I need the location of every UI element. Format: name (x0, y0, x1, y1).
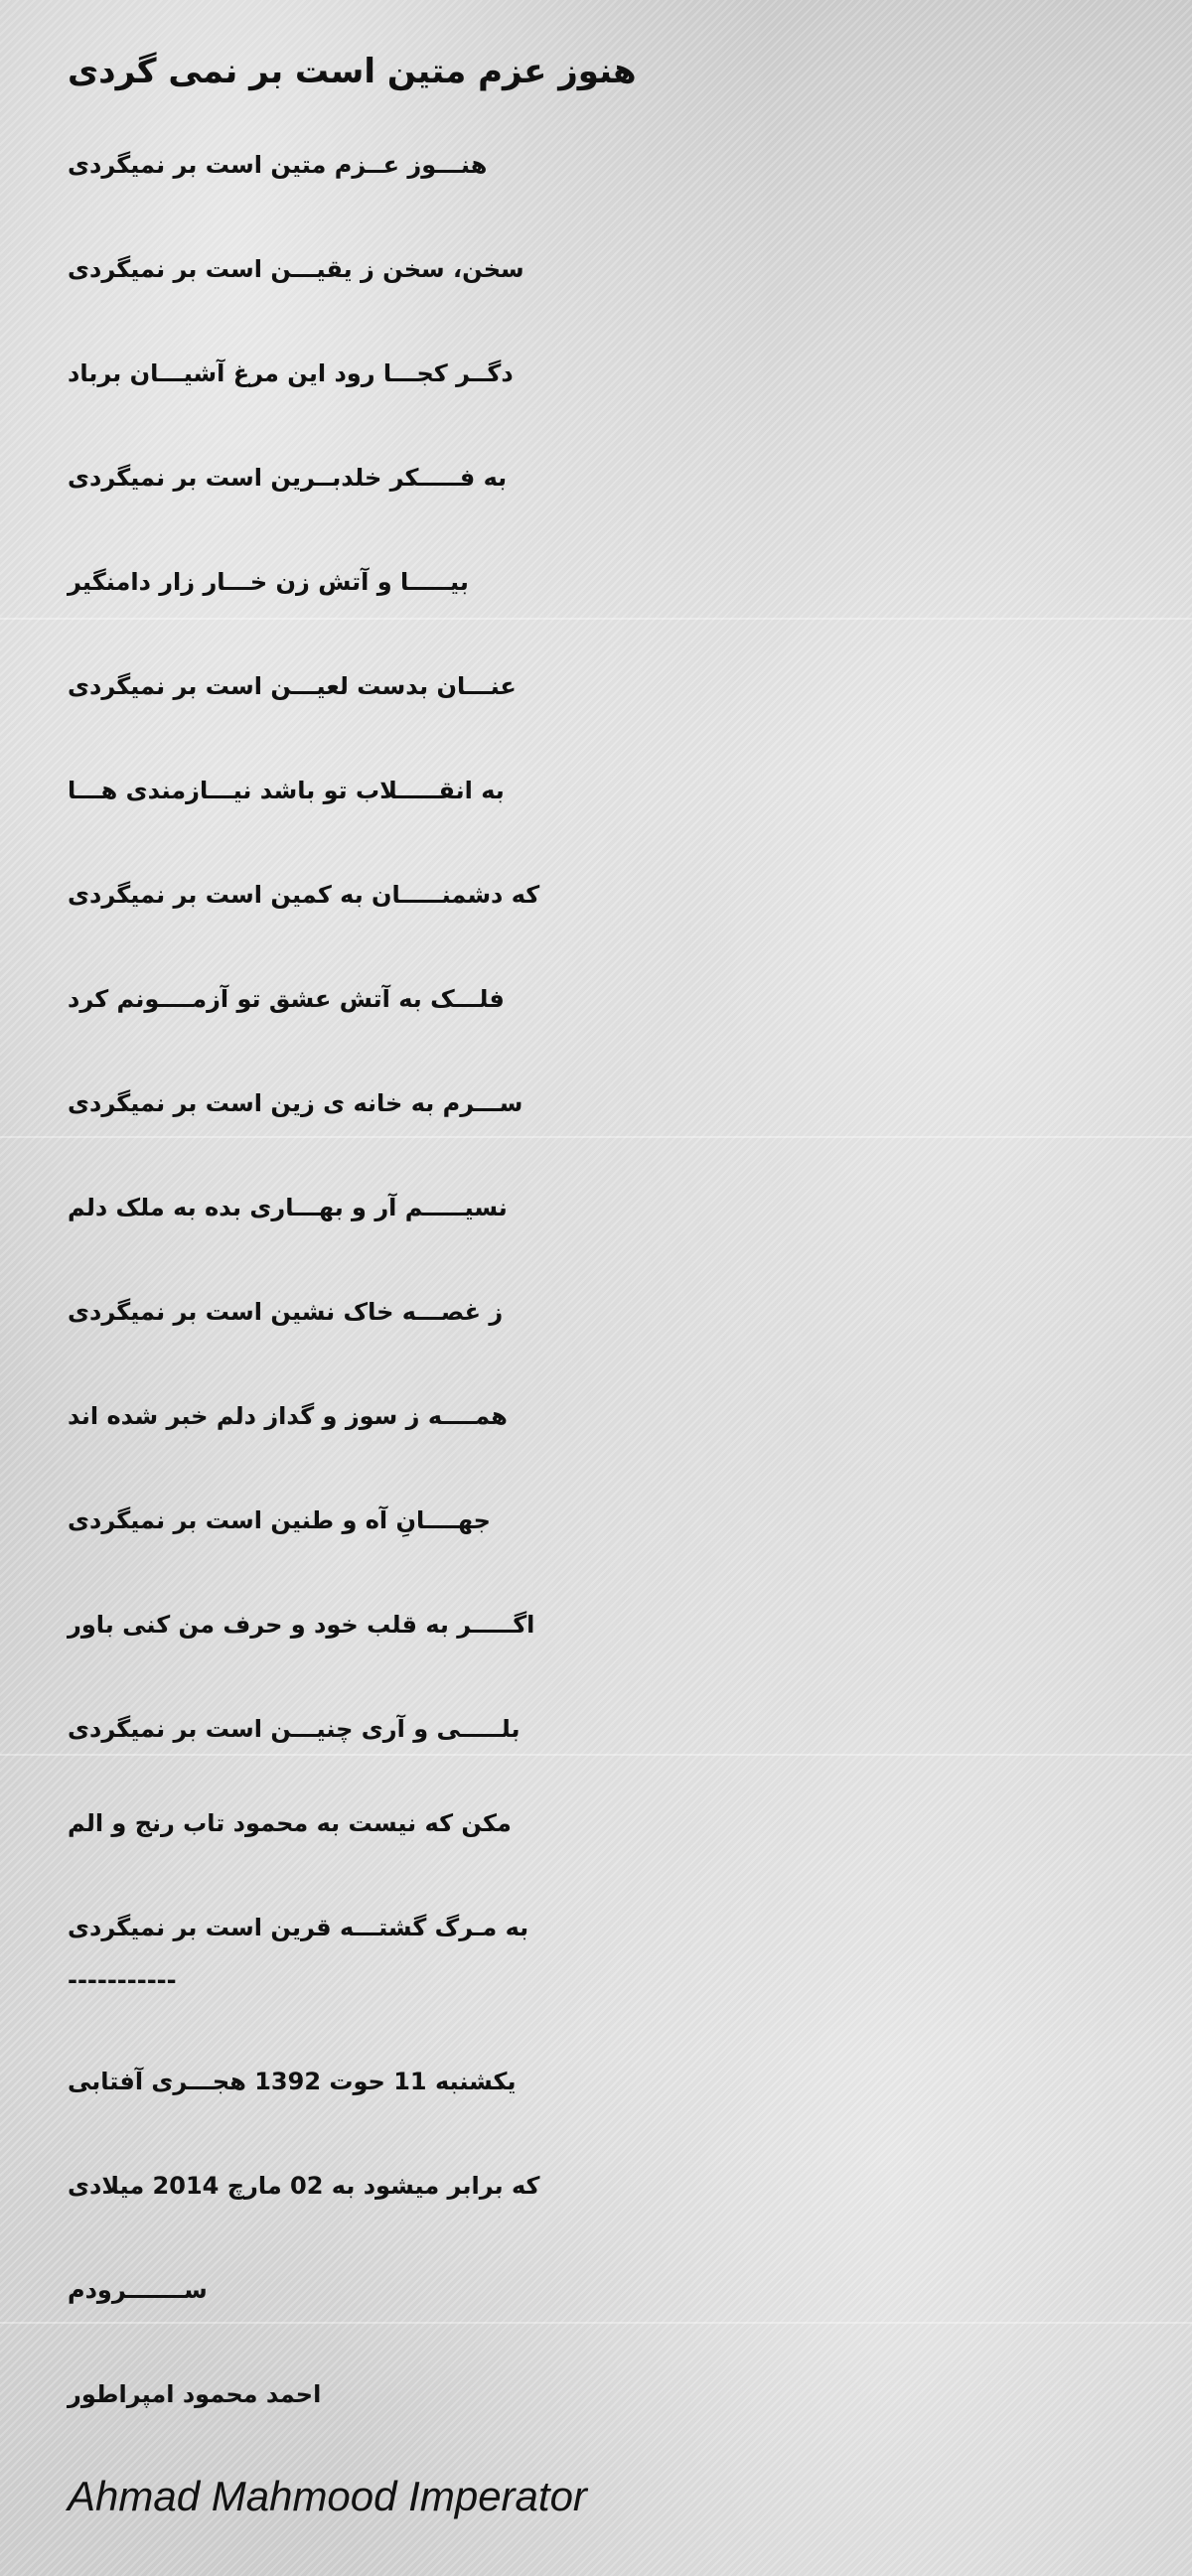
poem-line: دگــر کجـــا رود این مرغ آشیـــان برباد (68, 359, 514, 387)
poem-line: همــــه ز سوز و گداز دلم خبر شده اند (68, 1402, 508, 1430)
poem-line: اگـــــر به قلب خود و حرف من کنی باور (68, 1611, 535, 1639)
poem-line: به فـــــکر خلدبــرین است بر نمیگردی (68, 464, 508, 492)
poem-title: هنوز عزم متین است بر نمی گردی (68, 52, 637, 91)
background-band-edge (0, 618, 1192, 620)
background-band-edge (0, 1136, 1192, 1138)
poem-line: به مـرگ گشتـــه قرین است بر نمیگردی (68, 1914, 529, 1941)
background-band-edge (0, 2322, 1192, 2324)
poem-line: نسیـــــم آر و بهـــاری بده به ملک دلم (68, 1194, 508, 1221)
date-line-hijri: یکشنبه 11 حوت 1392 هجـــری آفتابی (68, 2068, 517, 2095)
poem-line: هنـــوز عــزم متین است بر نمیگردی (68, 151, 488, 179)
background-band-edge (0, 1754, 1192, 1756)
poem-line: عنـــان بدست لعیـــن است بر نمیگردی (68, 672, 517, 700)
date-line-gregorian: که برابر میشود به 02 مارچ 2014 میلادی (68, 2172, 540, 2200)
poem-line: سخن، سخن ز یقیـــن است بر نمیگردی (68, 255, 524, 283)
poem-line: ز غصـــه خاک نشین است بر نمیگردی (68, 1298, 504, 1326)
poem-line: جهــــانِ آه و طنین است بر نمیگردی (68, 1506, 491, 1534)
poem-line: بلـــــی و آری چنیـــن است بر نمیگردی (68, 1715, 521, 1743)
poem-line: ســـرم به خانه ی زین است بر نمیگردی (68, 1089, 523, 1117)
poem-line: فلـــک به آتش عشق تو آزمــــونم کرد (68, 985, 505, 1013)
poem-line: بیـــــا و آتش زن خـــار زار دامنگیر (68, 568, 469, 596)
author-signature: Ahmad Mahmood Imperator (68, 2473, 587, 2519)
separator-line: ----------- (68, 1966, 177, 1994)
poem-line: به انقـــــلاب تو باشد نیـــازمندی هـــا (68, 777, 505, 804)
poem-line: که دشمنـــــان به کمین است بر نمیگردی (68, 881, 540, 909)
composed-label: ســـــــرودم (68, 2276, 208, 2304)
poem-line: مکن که نیست به محمود تاب رنج و الم (68, 1809, 512, 1837)
author-name-persian: احمد محمود امپراطور (68, 2380, 322, 2408)
